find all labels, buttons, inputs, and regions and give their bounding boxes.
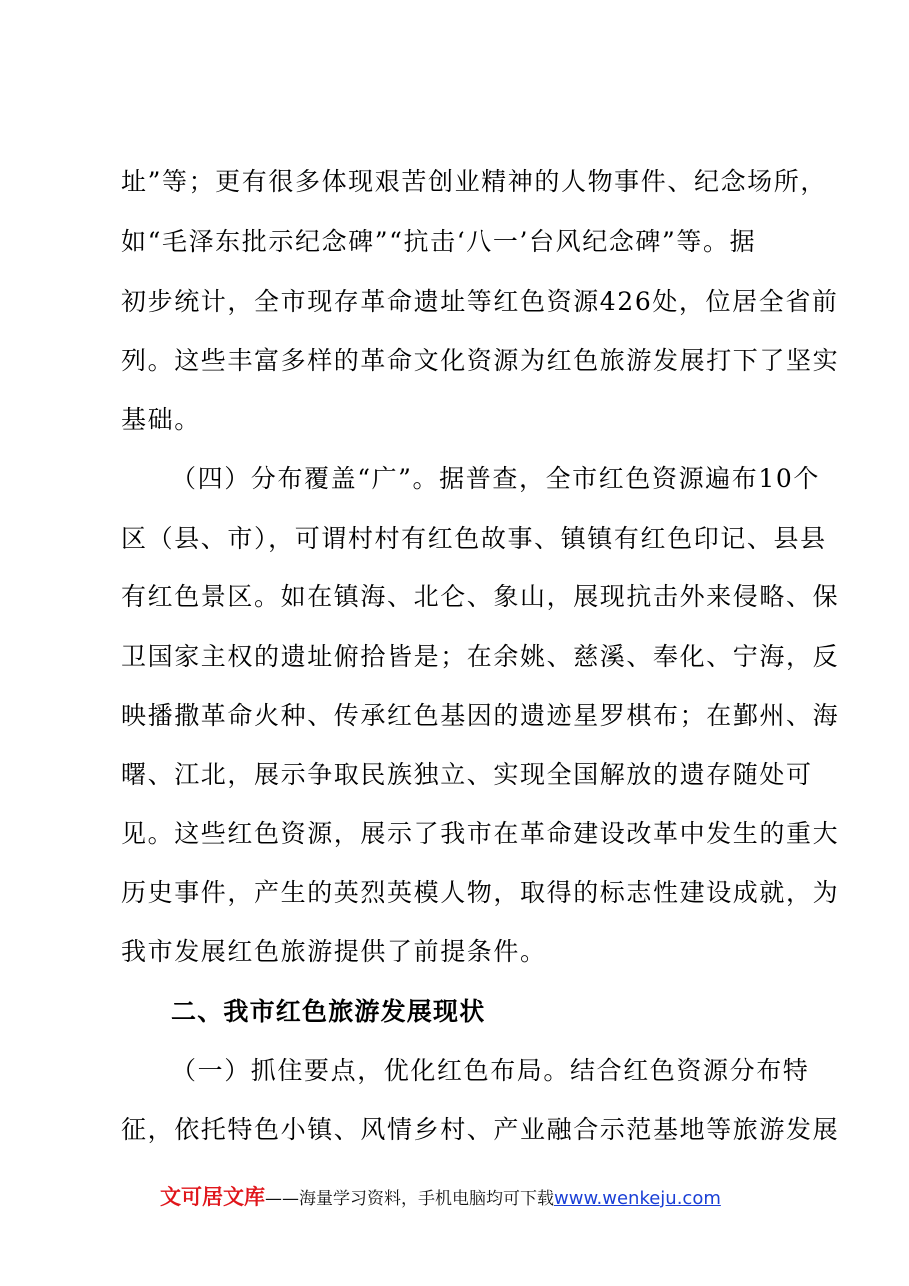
body-line: 征，依托特色小镇、风情乡村、产业融合示范基地等旅游发展 [121,1115,840,1144]
footer-link[interactable]: www.wenkeju.com [554,1188,721,1209]
body-line: 列。这些丰富多样的革命文化资源为红色旅游发展打下了坚实 [121,346,840,375]
body-line: 基础。 [121,405,201,434]
footer-banner [160,1182,721,1212]
body-line: 址”等；更有很多体现艰苦创业精神的人物事件、纪念场所， [121,167,827,196]
paragraph-start-line: （一）抓住要点，优化红色布局。结合红色资源分布特 [171,1056,810,1085]
footer-tagline: ——海量学习资料，手机电脑均可下载 [265,1189,554,1209]
body-line: 历史事件，产生的英烈英模人物，取得的标志性建设成就，为 [121,878,840,907]
body-line: 映播撒革命火种、传承红色基因的遗迹星罗棋布；在鄞州、海 [121,701,840,730]
paragraph-start-line: （四）分布覆盖“广”。据普查，全市红色资源遍布10个 [171,464,820,493]
body-line: 曙、江北，展示争取民族独立、实现全国解放的遗存随处可 [121,760,813,789]
body-line: 卫国家主权的遗址俯拾皆是；在余姚、慈溪、奉化、宁海，反 [121,642,840,671]
footer-brand: 文可居文库 [160,1185,265,1209]
body-line: 初步统计，全市现存革命遗址等红色资源426处，位居全省前 [121,287,839,316]
body-line: 我市发展红色旅游提供了前提条件。 [121,937,547,966]
body-line: 有红色景区。如在镇海、北仑、象山，展现抗击外来侵略、保 [121,582,840,611]
body-line: 如“毛泽东批示纪念碑”“抗击‘八一’台风纪念碑”等。据 [121,227,757,256]
body-line: 见。这些红色资源，展示了我市在革命建设改革中发生的重大 [121,819,840,848]
body-line: 区（县、市），可谓村村有红色故事、镇镇有红色印记、县县 [121,524,827,553]
section-heading: 二、我市红色旅游发展现状 [171,997,486,1026]
